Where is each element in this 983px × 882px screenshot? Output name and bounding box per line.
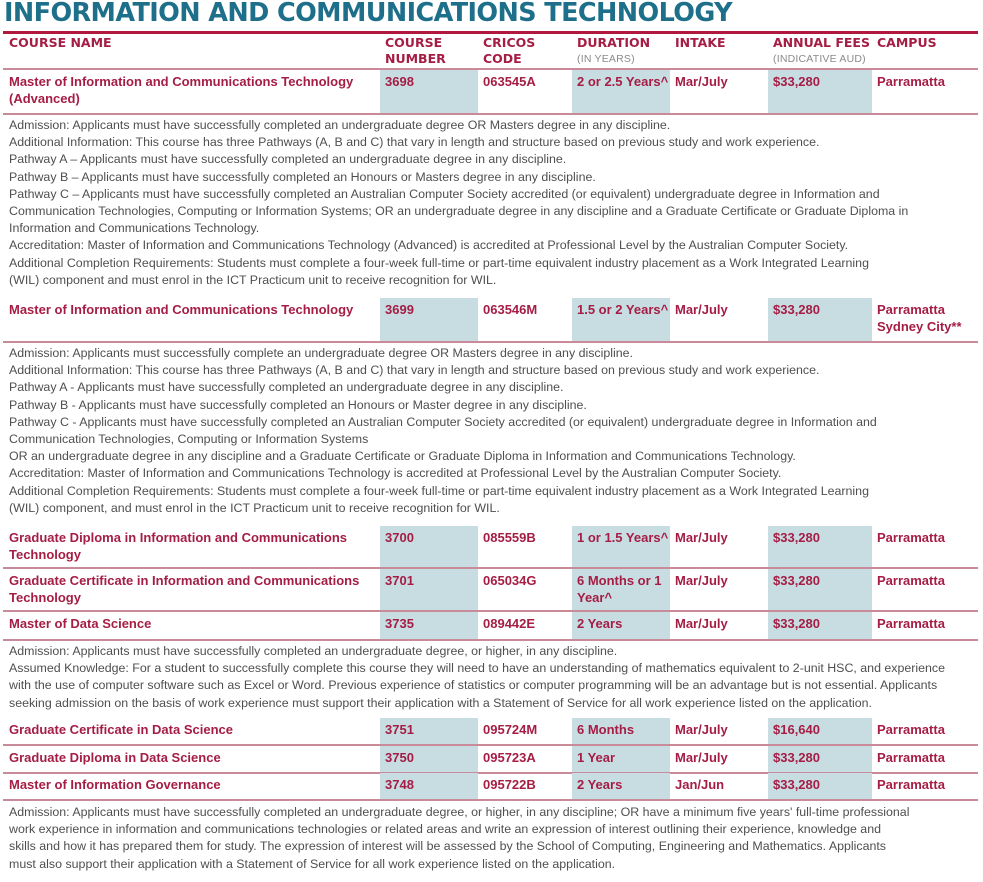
row-divider xyxy=(3,799,978,801)
course-name[interactable]: Master of Information and Communications Technology xyxy=(9,74,354,89)
row-divider xyxy=(3,341,978,343)
note-line: Admission: Applicants must have successfully completed an undergraduate degree OR Masters degree in any discipline. xyxy=(9,118,671,132)
duration-cont: Year^ xyxy=(577,590,613,605)
note-line: Admission: Applicants must have successfully completed an undergraduate degree, or higher, in any discipline. xyxy=(9,644,618,658)
note-line: Additional Completion Requirements: Students must complete a four-week full-time or part-time equivalent industry placement as a Work Integrated Learning xyxy=(9,255,869,270)
course-number: 3735 xyxy=(385,616,414,631)
annual-fees: $33,280 xyxy=(773,530,820,545)
cricos-code: 089442E xyxy=(483,616,536,631)
header-fees: ANNUAL FEES xyxy=(773,35,870,50)
cricos-code: 065034G xyxy=(483,573,537,588)
course-notes xyxy=(9,643,974,712)
row-divider xyxy=(3,113,978,115)
note-line: Communication Technologies, Computing or Information Systems xyxy=(9,432,369,447)
note-line: Additional Information: This course has three Pathways (A, B and C) that vary in length and structure based on previous study and work experience. xyxy=(9,363,820,378)
annual-fees: $33,280 xyxy=(773,573,820,588)
duration: 2 Years xyxy=(577,616,623,631)
note-line: with the use of computer software such as Excel or Word. Previous experience of statistics or computer programming will be an advantage but is not essential. Applicants xyxy=(9,678,938,693)
course-number: 3751 xyxy=(385,722,414,737)
cricos-code: 095722B xyxy=(483,777,536,792)
note-line: Admission: Applicants must have successfully completed an undergraduate degree, or higher, in any discipline; OR have a minimum five years' full-time professional xyxy=(9,805,910,819)
title-divider xyxy=(3,31,978,34)
duration: 2 Years xyxy=(577,777,623,792)
note-line: work experience in information and communications technologies or related areas and write an expression of interest outlining their experience, knowledge and xyxy=(9,822,881,837)
note-line: seeking admission on the basis of work experience must support their application with a Statement of Service for all work experience listed on the application. xyxy=(9,695,872,710)
course-name[interactable]: Graduate Certificate in Data Science xyxy=(9,722,233,737)
annual-fees: $16,640 xyxy=(773,722,820,737)
course-name[interactable]: Graduate Certificate in Information and Communications xyxy=(9,573,360,588)
course-number: 3750 xyxy=(385,750,414,765)
campus: Parramatta xyxy=(877,573,945,588)
note-line: Pathway A – Applicants must have successfully completed an undergraduate degree in any discipline. xyxy=(9,152,567,167)
note-line: Pathway C - Applicants must have successfully completed an Australian Computer Society accredited (or equivalent) undergraduate degree in Information and xyxy=(9,414,877,429)
note-line: Pathway B – Applicants must have successfully completed an Honours or Masters degree in any discipline. xyxy=(9,169,596,184)
intake: Mar/July xyxy=(675,750,728,765)
header-course-number-2: NUMBER xyxy=(385,51,446,66)
course-notes xyxy=(9,345,974,517)
note-line: Assumed Knowledge: For a student to successfully complete this course they will need to have an understanding of mathematics equivalent to 2-unit HSC, and experience xyxy=(9,661,946,676)
note-line: skills and how it has prepared them for study. The expression of interest will be assessed by the School of Computing, Engineering and Mathematics. Applicants xyxy=(9,839,886,854)
cricos-code: 063546M xyxy=(483,302,538,317)
header-campus: CAMPUS xyxy=(877,35,937,50)
duration: 2 or 2.5 Years^ xyxy=(577,74,669,89)
course-name[interactable]: Master of Information Governance xyxy=(9,777,221,792)
note-line: must also support their application with a Statement of Service for all work experience listed on the application. xyxy=(9,856,616,871)
row-divider xyxy=(3,639,978,641)
note-line: Pathway A - Applicants must have successfully completed an undergraduate degree in any discipline. xyxy=(9,380,564,395)
header-course-number: COURSE xyxy=(385,35,443,50)
note-line: Accreditation: Master of Information and Communications Technology (Advanced) is accredited at Professional Level by the Australian Computer Society. xyxy=(9,238,849,253)
course-name[interactable]: Master of Information and Communications Technology xyxy=(9,302,354,317)
intake: Mar/July xyxy=(675,722,728,737)
note-line: OR an undergraduate degree in any discipline and a Graduate Certificate or Graduate Diploma in Information and Communications Technology. xyxy=(9,449,796,464)
course-number: 3698 xyxy=(385,74,414,89)
page-title: INFORMATION AND COMMUNICATIONS TECHNOLOGY xyxy=(4,0,733,28)
header-duration: DURATION xyxy=(577,35,651,50)
note-line: Additional Information: This course has three Pathways (A, B and C) that vary in length and structure based on previous study and work experience. xyxy=(9,135,820,150)
course-number: 3748 xyxy=(385,777,414,792)
campus: Parramatta xyxy=(877,616,945,631)
course-number: 3700 xyxy=(385,530,414,545)
campus: Parramatta xyxy=(877,777,945,792)
note-line: Admission: Applicants must successfully complete an undergraduate degree OR Masters degree in any discipline. xyxy=(9,346,633,360)
campus: Parramatta xyxy=(877,722,945,737)
campus: Parramatta xyxy=(877,302,945,317)
intake: Mar/July xyxy=(675,616,728,631)
duration: 1 or 1.5 Years^ xyxy=(577,530,669,545)
header-cricos-2: CODE xyxy=(483,51,522,66)
annual-fees: $33,280 xyxy=(773,616,820,631)
campus: Parramatta xyxy=(877,750,945,765)
intake: Jan/Jun xyxy=(675,777,725,792)
course-name-cont[interactable]: Technology xyxy=(9,590,81,605)
intake: Mar/July xyxy=(675,302,728,317)
cricos-code: 095723A xyxy=(483,750,536,765)
header-intake: INTAKE xyxy=(675,35,726,50)
note-line: (WIL) component, and must enrol in the ICT Practicum unit to receive recognition for WIL. xyxy=(9,500,500,515)
header-duration-sub: (IN YEARS) xyxy=(577,53,635,65)
header-course-name: COURSE NAME xyxy=(9,35,112,50)
course-name[interactable]: Graduate Diploma in Information and Communications xyxy=(9,530,348,545)
cricos-code: 085559B xyxy=(483,530,536,545)
campus-cont: Sydney City** xyxy=(877,319,962,334)
course-notes xyxy=(9,804,974,873)
annual-fees: $33,280 xyxy=(773,74,820,89)
duration: 6 Months xyxy=(577,722,635,737)
annual-fees: $33,280 xyxy=(773,750,820,765)
course-number: 3701 xyxy=(385,573,414,588)
header-fees-sub: (INDICATIVE AUD) xyxy=(773,53,866,65)
cricos-code: 095724M xyxy=(483,722,538,737)
course-notes xyxy=(9,117,974,289)
annual-fees: $33,280 xyxy=(773,302,820,317)
note-line: Additional Completion Requirements: Students must complete a four-week full-time or part-time equivalent industry placement as a Work Integrated Learning xyxy=(9,483,869,498)
course-number: 3699 xyxy=(385,302,414,317)
duration: 6 Months or 1 xyxy=(577,573,662,588)
intake: Mar/July xyxy=(675,74,728,89)
note-line: Information and Communications Technology. xyxy=(9,221,260,236)
intake: Mar/July xyxy=(675,573,728,588)
note-line: (WIL) component and must enrol in the ICT Practicum unit to receive recognition for WIL. xyxy=(9,272,497,287)
intake: Mar/July xyxy=(675,530,728,545)
cricos-code: 063545A xyxy=(483,74,536,89)
course-name[interactable]: Master of Data Science xyxy=(9,616,152,631)
campus: Parramatta xyxy=(877,74,945,89)
campus: Parramatta xyxy=(877,530,945,545)
header-cricos: CRICOS xyxy=(483,35,536,50)
course-name-cont[interactable]: (Advanced) xyxy=(9,91,80,106)
note-line: Accreditation: Master of Information and Communications Technology is accredited at Professional Level by the Australian Computer Society. xyxy=(9,466,782,481)
note-line: Pathway C – Applicants must have successfully completed an Australian Computer Society accredited (or equivalent) undergraduate degree in Information and xyxy=(9,186,880,201)
note-line: Communication Technologies, Computing or Information Systems; OR an undergraduate degree in any discipline and a Graduate Certificate or Graduate Diploma in xyxy=(9,204,909,219)
annual-fees: $33,280 xyxy=(773,777,820,792)
duration: 1.5 or 2 Years^ xyxy=(577,302,669,317)
note-line: Pathway B - Applicants must have successfully completed an Honours or Master degree in any discipline. xyxy=(9,397,587,412)
duration: 1 Year xyxy=(577,750,616,765)
course-name-cont[interactable]: Technology xyxy=(9,547,81,562)
course-name[interactable]: Graduate Diploma in Data Science xyxy=(9,750,221,765)
